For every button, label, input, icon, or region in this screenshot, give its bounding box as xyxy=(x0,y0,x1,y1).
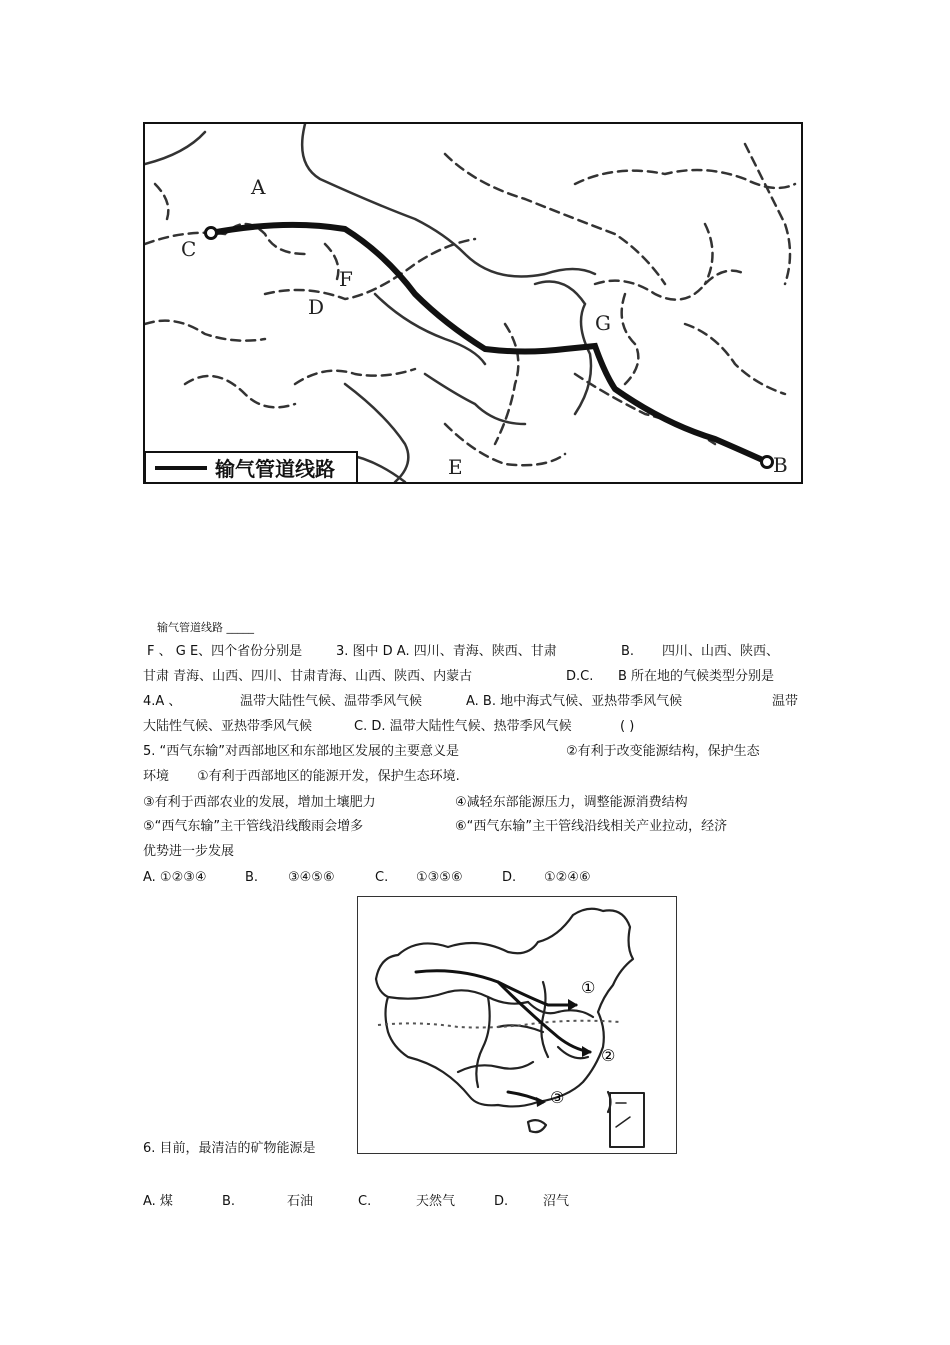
q4-option-a: 温带大陆性气候、温带季风气候 xyxy=(240,694,423,709)
legend-text: 输气管道线路 xyxy=(215,457,335,481)
q5-item-5: ⑤“西气东输”主干管线沿线酸雨会增多 xyxy=(143,819,364,834)
q5-item-2: ②有利于改变能源结构，保护生态 xyxy=(566,744,760,759)
q5-option-b: ③④⑤⑥ xyxy=(288,870,335,885)
marker-3: ③ xyxy=(550,1088,565,1107)
q5-item-6-end: 优势进一步发展 xyxy=(143,844,235,859)
pipeline-map-drawing xyxy=(145,124,801,482)
marker-2: ② xyxy=(601,1046,616,1065)
q5-stem: 5. “西气东输”对西部地区和东部地区发展的主要意义是 xyxy=(143,744,460,759)
q6-option-d: 沼气 xyxy=(543,1194,570,1209)
q3-options-cd: 甘肃 青海、山西、四川、甘肃青海、山西、陕西、内蒙古 xyxy=(143,669,473,684)
q6-option-d-letter: D. xyxy=(494,1194,509,1209)
q6-option-c-letter: C. xyxy=(358,1194,372,1209)
q5-option-a: A. ①②③④ xyxy=(143,870,207,885)
q6-option-b: 石油 xyxy=(287,1194,314,1209)
q5-item-6: ⑥“西气东输”主干管线沿线相关产业拉动，经济 xyxy=(455,819,728,834)
label-f: F xyxy=(339,267,353,291)
marker-1: ① xyxy=(581,978,596,997)
label-a: A xyxy=(251,175,266,199)
pipeline-map xyxy=(143,122,803,484)
q6-option-b-letter: B. xyxy=(222,1194,236,1209)
label-d: D xyxy=(308,295,325,319)
q5-option-c: ①③⑤⑥ xyxy=(416,870,463,885)
q5-item-1: ①有利于西部地区的能源开发，保护生态环境. xyxy=(197,769,460,784)
river-line xyxy=(378,1021,620,1028)
china-map-drawing xyxy=(358,897,676,1153)
china-map xyxy=(357,896,677,1154)
label-e: E xyxy=(448,455,463,479)
q4-number: 4.A 、 xyxy=(143,694,182,709)
q5-option-c-letter: C. xyxy=(375,870,389,885)
q6-option-a: A. 煤 xyxy=(143,1194,173,1209)
q5-item-2-end: 环境 xyxy=(143,769,170,784)
q4-option-c-end: 大陆性气候、亚热带季风气候 xyxy=(143,719,313,734)
q5-option-d: ①②④⑥ xyxy=(544,870,591,885)
q4-stem: B 所在地的气候类型分别是 xyxy=(618,669,775,684)
q6-option-c: 天然气 xyxy=(416,1194,456,1209)
q4-option-b: A. B. 地中海式气候、亚热带季风气候 xyxy=(466,694,683,709)
q5-option-d-letter: D. xyxy=(502,870,517,885)
pipeline-end-marker xyxy=(762,457,773,468)
q2-stem: F 、 G E、四个省份分别是 xyxy=(147,644,303,659)
q5-item-3: ③有利于西部农业的发展，增加土壤肥力 xyxy=(143,795,376,810)
label-c: C xyxy=(181,237,197,261)
q3-option-b-letter: B. xyxy=(621,644,635,659)
q6-stem: 6. 目前，最清洁的矿物能源是 xyxy=(143,1141,316,1156)
caption-pipeline: 输气管道线路 _____ xyxy=(157,621,254,634)
pipeline-route xyxy=(211,225,767,462)
border-line xyxy=(145,132,205,164)
q4-option-c-start: 温带 xyxy=(772,694,799,709)
pipeline-start-marker xyxy=(206,228,217,239)
q3-option-a: 3. 图中 D A. 四川、青海、陕西、甘肃 xyxy=(336,644,557,659)
answer-blank: ( ) xyxy=(620,719,635,734)
q3-dc: D.C. xyxy=(566,669,594,684)
q3-option-b: 四川、山西、陕西、 xyxy=(662,644,780,659)
q5-option-b-letter: B. xyxy=(245,870,259,885)
q5-item-4: ④减轻东部能源压力，调整能源消费结构 xyxy=(455,795,688,810)
label-b: B xyxy=(773,453,788,477)
q4-option-d: C. D. 温带大陆性气候、热带季风气候 xyxy=(354,719,572,734)
label-g: G xyxy=(595,311,611,335)
country-outline xyxy=(376,909,633,1107)
